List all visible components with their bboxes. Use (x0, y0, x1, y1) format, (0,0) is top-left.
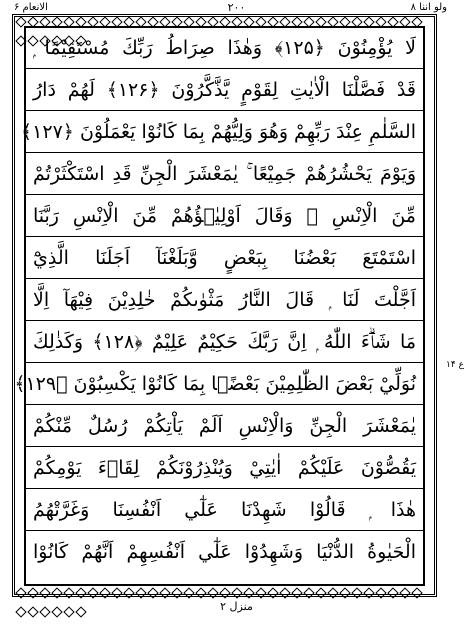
top-ornament-band (15, 14, 434, 26)
ornament-diamond (75, 587, 86, 598)
ornament-diamond (87, 587, 98, 598)
line-divider (26, 194, 423, 195)
verse-line-2: قَدْ فَصَّلْنَا الْاٰيٰتِ لِقَوْمٍ يَّذَّكَّرُوْنَ ﴿۱۲۶﴾ لَهُمْ دَارُ (33, 79, 416, 101)
bottom-ornament-band (15, 585, 434, 597)
line-divider (26, 404, 423, 405)
page-number: ۲۰۰ (227, 1, 246, 14)
verse-line-6: اسْتَمْتَعَ بَعْضُنَا بِبَعْضٍ وَّبَلَغْنَآ اَجَلَنَا الَّذِيْٓ (33, 247, 416, 269)
ornament-diamond (327, 587, 338, 598)
ornament-diamond (159, 587, 170, 598)
verse-line-10: يٰمَعْشَرَ الْجِنِّ وَالْاِنْسِ اَلَمْ يَاْتِكُمْ رُسُلٌ مِّنْكُمْ (33, 415, 416, 437)
ornament-diamond (147, 587, 158, 598)
ornament-diamond (99, 587, 110, 598)
ornament-diamond (51, 587, 62, 598)
ornament-diamond (219, 587, 230, 598)
ruku-margin-marker: ع ۱۴ (446, 360, 464, 370)
juz-name-header: ولو اننا ۸ (410, 2, 447, 13)
ornament-diamond (243, 587, 254, 598)
ornament-diamond (111, 587, 122, 598)
manzil-footer: منزل ۲ (220, 600, 253, 613)
line-divider (26, 446, 423, 447)
ornament-diamond (27, 587, 38, 598)
ornament-diamond (123, 587, 134, 598)
verse-line-1: لَا يُؤْمِنُوْنَ ﴿۱۲۵﴾ وَهٰذَا صِرَاطُ رَبِّكَ مُسْتَقِيْمًا ۭ (33, 37, 416, 59)
ornament-diamond (363, 587, 374, 598)
verse-line-11: يَقُصُّوْنَ عَلَيْكُمْ اٰيٰتِيْ وَيُنْذِرُوْنَكُمْ لِقَاۗءَ يَوْمِكُمْ (33, 457, 416, 479)
ornament-diamond (303, 587, 314, 598)
line-divider (26, 530, 423, 531)
verse-line-7: اَجَّلْتَ لَنَا ۭ قَالَ النَّارُ مَثْوٰىكُمْ خٰلِدِيْنَ فِيْهَآ اِلَّا (33, 289, 416, 311)
line-divider (26, 68, 423, 69)
ornament-diamond (195, 587, 206, 598)
verse-line-12: هٰذَا ۭ قَالُوْا شَهِدْنَا عَلٰٓي اَنْفُسِنَا وَغَرَّتْهُمُ (33, 499, 416, 521)
ornament-diamond (171, 587, 182, 598)
ornament-diamond (411, 587, 422, 598)
verse-line-9: نُوَلِّيْ بَعْضَ الظّٰلِمِيْنَ بَعْضًۢا بِمَا كَانُوْا يَكْسِبُوْنَ ﴿۱۲۹﴾ (14, 373, 416, 395)
line-divider (26, 236, 423, 237)
ornament-diamond (339, 587, 350, 598)
surah-name-header: الانعام ۶ (14, 2, 48, 13)
ornament-diamond (255, 587, 266, 598)
verse-line-8: مَا شَاۗءَ اللّٰهُ ۭ اِنَّ رَبَّكَ حَكِيْمٌ عَلِيْمٌ ﴿۱۲۸﴾ وَكَذٰلِكَ (33, 331, 416, 353)
line-divider (26, 320, 423, 321)
ornament-diamond (39, 587, 50, 598)
ornament-diamond (291, 587, 302, 598)
line-divider (26, 152, 423, 153)
verse-line-4: وَيَوْمَ يَحْشُرُهُمْ جَمِيْعًا ۚ يٰمَعْشَرَ الْجِنِّ قَدِ اسْتَكْثَرْتُمْ (33, 163, 416, 185)
ornament-diamond (135, 587, 146, 598)
ornament-diamond (387, 587, 398, 598)
ornament-diamond (15, 587, 26, 598)
ornament-diamond (207, 587, 218, 598)
ornament-diamond (399, 587, 410, 598)
ornament-diamond (183, 587, 194, 598)
verse-line-3: السَّلٰمِ عِنْدَ رَبِّهِمْ وَهُوَ وَلِيُّهُمْ بِمَا كَانُوْا يَعْمَلُوْنَ ﴿۱۲۷﴾ (21, 121, 416, 143)
ornament-diamond (375, 587, 386, 598)
verse-line-13: الْحَيٰوةُ الدُّنْيَا وَشَهِدُوْا عَلٰٓي اَنْفُسِهِمْ اَنَّهُمْ كَانُوْا (33, 541, 416, 563)
ornament-diamond (315, 587, 326, 598)
line-divider (26, 110, 423, 111)
ornament-diamond (351, 587, 362, 598)
ornament-diamond (63, 587, 74, 598)
line-divider (26, 488, 423, 489)
ornament-diamond (279, 587, 290, 598)
line-divider (26, 362, 423, 363)
ornament-diamond (231, 587, 242, 598)
ornament-diamond (267, 587, 278, 598)
line-divider (26, 278, 423, 279)
verse-line-5: مِّنَ الْاِنْسِ ۚ وَقَالَ اَوْلِيٰۗؤُهُمْ مِّنَ الْاِنْسِ رَبَّنَا (33, 205, 416, 227)
